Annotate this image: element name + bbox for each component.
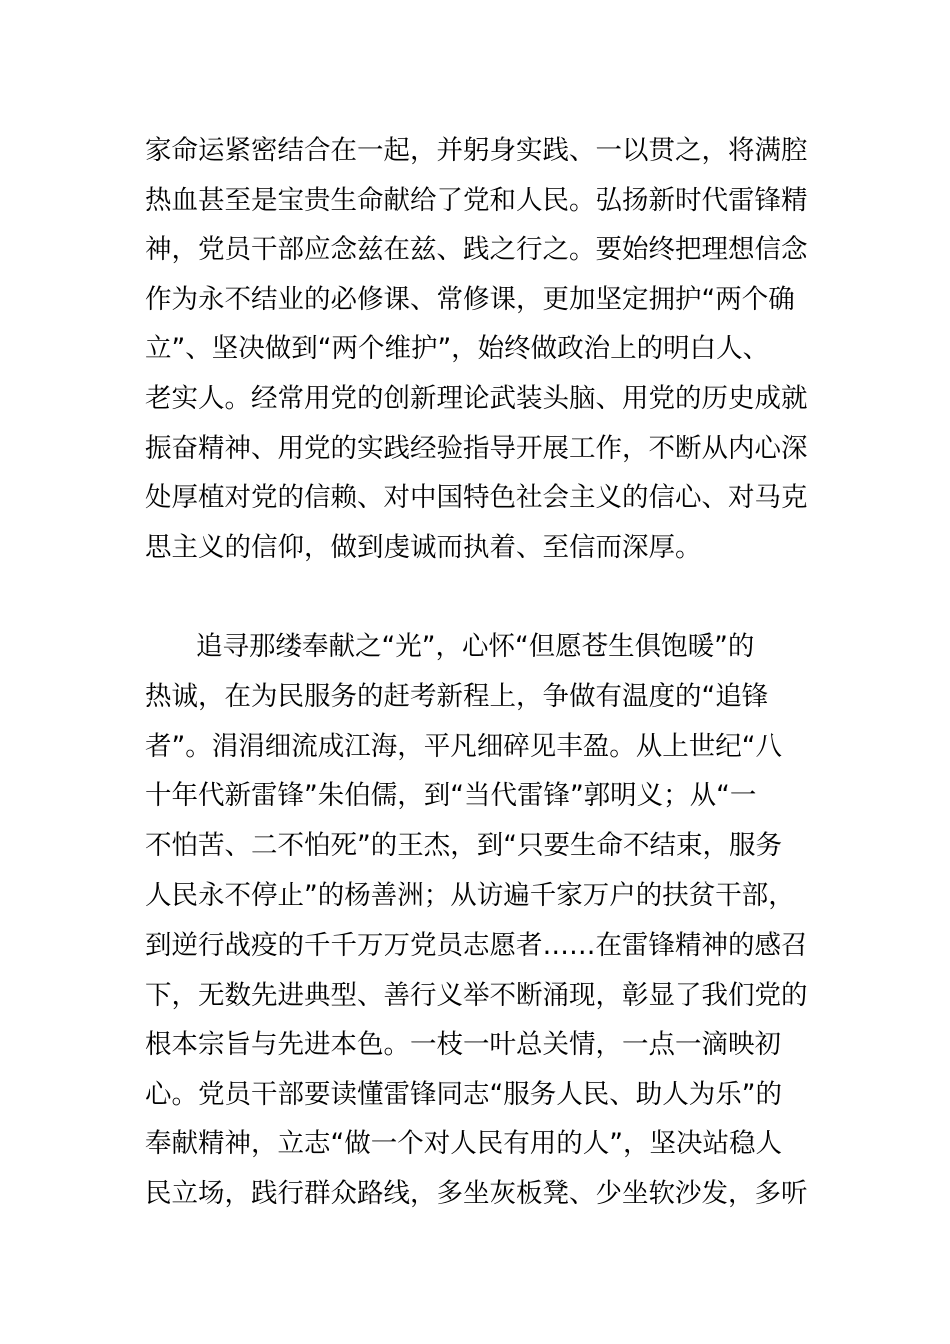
text-line: 者”。涓涓细流成江海，平凡细碎见丰盈。从上世纪“八 bbox=[145, 731, 782, 762]
text-line: 不怕苦、二不怕死”的王杰，到“只要生命不结束，服务 bbox=[145, 830, 782, 861]
text-line: 老实人。经常用党的创新理论武装头脑、用党的历史成就 bbox=[145, 383, 808, 414]
text-line: 热诚，在为民服务的赶考新程上，争做有温度的“追锋 bbox=[145, 681, 769, 712]
text-line: 奉献精神，立志“做一个对人民有用的人”，坚决站稳人 bbox=[145, 1128, 782, 1159]
text-line: 振奋精神、用党的实践经验指导开展工作，不断从内心深 bbox=[145, 433, 808, 464]
text-line: 家命运紧密结合在一起，并躬身实践、一以贯之，将满腔 bbox=[145, 135, 808, 166]
text-line: 根本宗旨与先进本色。一枝一叶总关情，一点一滴映初 bbox=[145, 1029, 781, 1060]
text-line: 心。党员干部要读懂雷锋同志“服务人民、助人为乐”的 bbox=[145, 1079, 782, 1110]
text-line: 立”、坚决做到“两个维护”，始终做政治上的明白人、 bbox=[145, 333, 770, 364]
text-line: 作为永不结业的必修课、常修课，更加坚定拥护“两个确 bbox=[145, 284, 795, 315]
text-line: 神，党员干部应念兹在兹、践之行之。要始终把理想信念 bbox=[145, 234, 808, 265]
text-line: 到逆行战疫的千千万万党员志愿者……在雷锋精神的感召 bbox=[145, 930, 808, 961]
text-line: 十年代新雷锋”朱伯儒，到“当代雷锋”郭明义；从“一 bbox=[145, 780, 757, 811]
text-line: 民立场，践行群众路线，多坐灰板凳、少坐软沙发，多听 bbox=[145, 1178, 808, 1209]
text-line: 思主义的信仰，做到虔诚而执着、至信而深厚。 bbox=[145, 532, 702, 563]
text-line: 追寻那缕奉献之“光”，心怀“但愿苍生俱饱暖”的 bbox=[196, 631, 755, 662]
text-line: 下，无数先进典型、善行义举不断涌现，彰显了我们党的 bbox=[145, 980, 808, 1011]
text-line: 人民永不停止”的杨善洲；从访遍千家万户的扶贫干部， bbox=[145, 880, 795, 911]
text-line: 处厚植对党的信赖、对中国特色社会主义的信心、对马克 bbox=[145, 482, 808, 513]
text-line: 热血甚至是宝贵生命献给了党和人民。弘扬新时代雷锋精 bbox=[145, 185, 808, 216]
